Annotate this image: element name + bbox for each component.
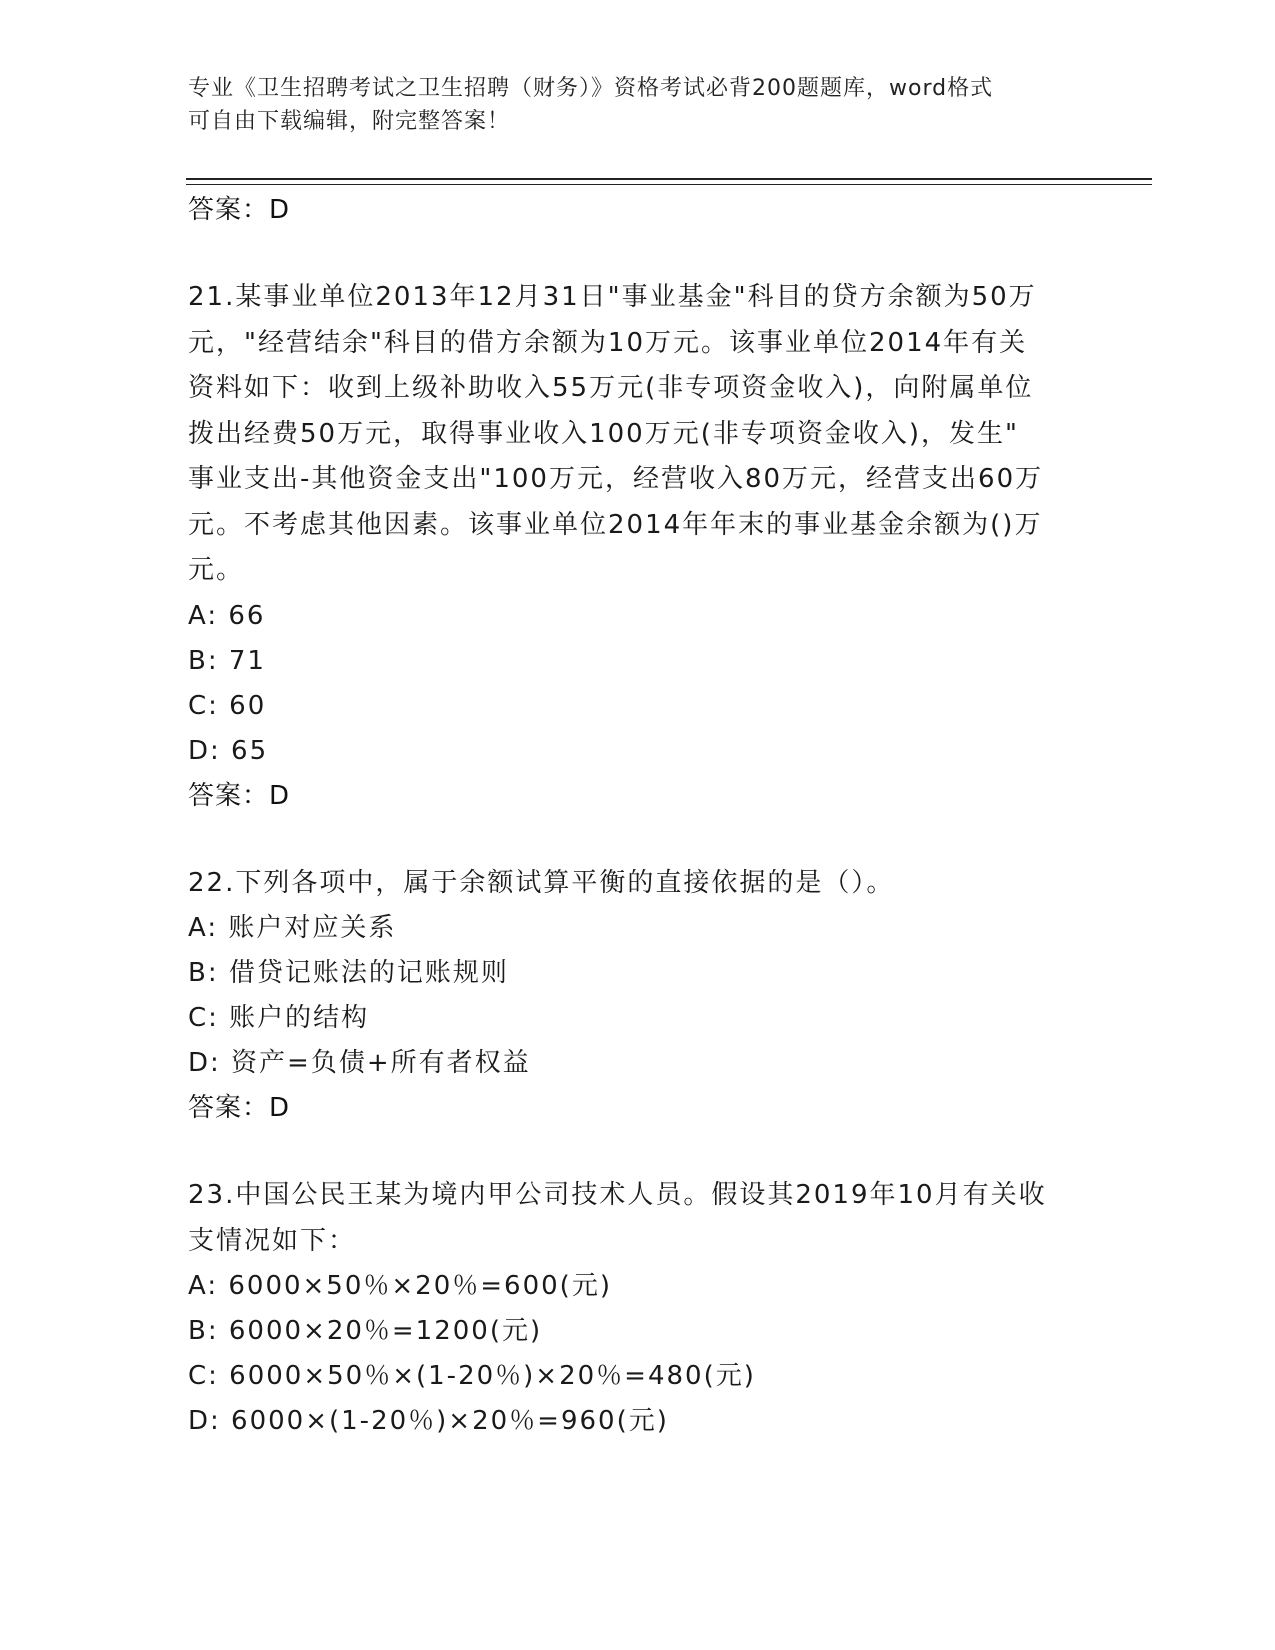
option-c: C: 账户的结构 — [188, 1003, 370, 1033]
spacer — [188, 819, 1088, 861]
option-b: B: 借贷记账法的记账规则 — [188, 958, 509, 988]
question-stem-line: 资料如下：收到上级补助收入55万元(非专项资金收入)，向附属单位 — [188, 373, 1034, 403]
question-23 — [188, 1173, 1088, 1444]
question-stem-line: 23.中国公民王某为境内甲公司技术人员。假设其2019年10月有关收 — [188, 1180, 1047, 1210]
option-d: D: 65 — [188, 735, 269, 766]
document-body — [188, 188, 1088, 1444]
option-a: A: 6000×50％×20％=600(元) — [188, 1271, 612, 1301]
question-22 — [188, 861, 1088, 1132]
option-d: D: 资产=负债+所有者权益 — [188, 1048, 531, 1078]
spacer — [188, 1131, 1088, 1173]
question-stem-line: 21.某事业单位2013年12月31日"事业基金"科目的贷方余额为50万 — [188, 282, 1037, 312]
question-stem-line: 22.下列各项中，属于余额试算平衡的直接依据的是（）。 — [188, 867, 895, 898]
option-b: B: 6000×20％=1200(元) — [188, 1316, 543, 1346]
option-d: D: 6000×(1-20％)×20％=960(元) — [188, 1406, 669, 1436]
header-line-1: 专业《卫生招聘考试之卫生招聘（财务）》资格考试必背200题题库，word格式 — [188, 76, 994, 101]
question-stem-line: 元，"经营结余"科目的借方余额为10万元。该事业单位2014年有关 — [188, 327, 1028, 358]
question-stem-line: 元。 — [188, 555, 245, 585]
question-stem-line: 事业支出-其他资金支出"100万元，经营收入80万元，经营支出60万 — [188, 464, 1044, 494]
option-a: A: 66 — [188, 600, 266, 631]
option-a: A: 账户对应关系 — [188, 913, 397, 943]
option-c: C: 60 — [188, 690, 267, 721]
option-b: B: 71 — [188, 645, 266, 676]
spacer — [188, 233, 1088, 275]
question-stem-line: 支情况如下： — [188, 1225, 357, 1256]
document-header — [188, 72, 1068, 138]
answer: 答案：D — [188, 780, 291, 811]
option-c: C: 6000×50％×(1-20％)×20％=480(元) — [188, 1361, 756, 1391]
question-21 — [188, 275, 1088, 819]
question-stem-line: 元。不考虑其他因素。该事业单位2014年年末的事业基金余额为()万 — [188, 509, 1043, 540]
previous-answer: 答案：D — [188, 195, 291, 225]
question-stem-line: 拨出经费50万元，取得事业收入100万元(非专项资金收入)，发生" — [188, 418, 1019, 449]
header-divider — [186, 178, 1152, 185]
answer: 答案：D — [188, 1093, 291, 1123]
header-line-2: 可自由下载编辑，附完整答案！ — [188, 109, 511, 134]
